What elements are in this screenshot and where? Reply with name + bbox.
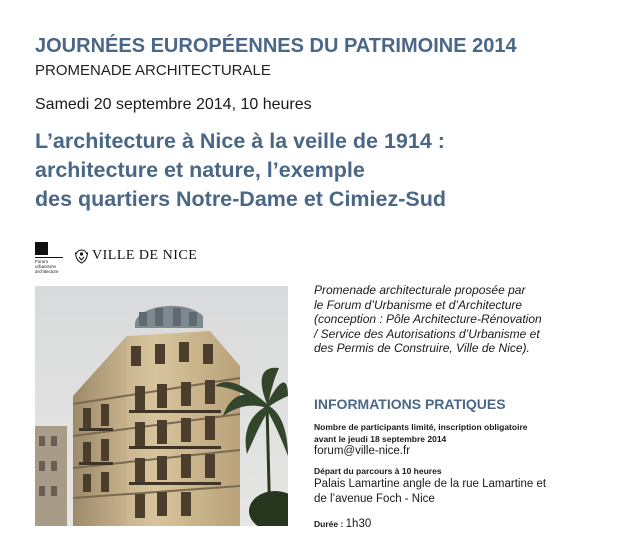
forum-logo-line-1: Forum (35, 259, 49, 264)
ville-de-nice-name: VILLE DE NICE (92, 248, 198, 263)
practical-info-heading: INFORMATIONS PRATIQUES (314, 396, 506, 412)
event-subtitle: PROMENADE ARCHITECTURALE (35, 62, 271, 79)
description-line-3: (conception : Pôle Architecture-Rénovation (314, 312, 542, 326)
departure-time: Départ du parcours à 10 heures (314, 466, 442, 476)
event-date: Samedi 20 septembre 2014, 10 heures (35, 96, 312, 113)
contact-email: forum@ville-nice.fr (314, 445, 411, 457)
duration-value: 1h30 (345, 518, 372, 530)
walk-title-line-3: des quartiers Notre-Dame et Cimiez-Sud (35, 187, 446, 211)
forum-logo-line-3: architecture (35, 269, 59, 274)
event-title: JOURNÉES EUROPÉENNES DU PATRIMOINE 2014 (35, 35, 517, 57)
forum-logo (35, 242, 71, 276)
eagle-crest-icon (75, 249, 88, 264)
description-line-4: / Service des Autorisations d’Urbanisme et (314, 326, 540, 341)
forum-logo-line-2: urbanisme (35, 264, 57, 269)
participants-note: Nombre de participants limité, inscription obligatoire (314, 422, 528, 432)
description-line-5: des Permis de Construire, Ville de Nice). (314, 341, 530, 355)
departure-place-line-2: de l’avenue Foch - Nice (314, 493, 435, 505)
forum-logo-text (35, 259, 59, 274)
walk-description (314, 283, 604, 356)
building-photo (35, 286, 288, 526)
departure-place-line-1: Palais Lamartine angle de la rue Lamartine et (314, 478, 547, 490)
forum-logo-square (35, 242, 48, 255)
walk-title-line-2: architecture et nature, l’exemple (35, 158, 365, 182)
building-illustration (35, 286, 288, 526)
description-line-2: le Forum d’Urbanisme et d’Architecture (314, 297, 523, 312)
walk-title (35, 127, 446, 214)
registration-deadline: avant le jeudi 18 septembre 2014 (314, 434, 447, 444)
ville-de-nice-logo (75, 248, 197, 264)
description-line-1: Promenade architecturale proposée par (314, 283, 526, 297)
duration-label: Durée : (314, 519, 346, 529)
duration (314, 514, 371, 532)
forum-logo-rule (35, 257, 63, 258)
walk-title-line-1: L’architecture à Nice à la veille de 1914 : (35, 129, 445, 153)
